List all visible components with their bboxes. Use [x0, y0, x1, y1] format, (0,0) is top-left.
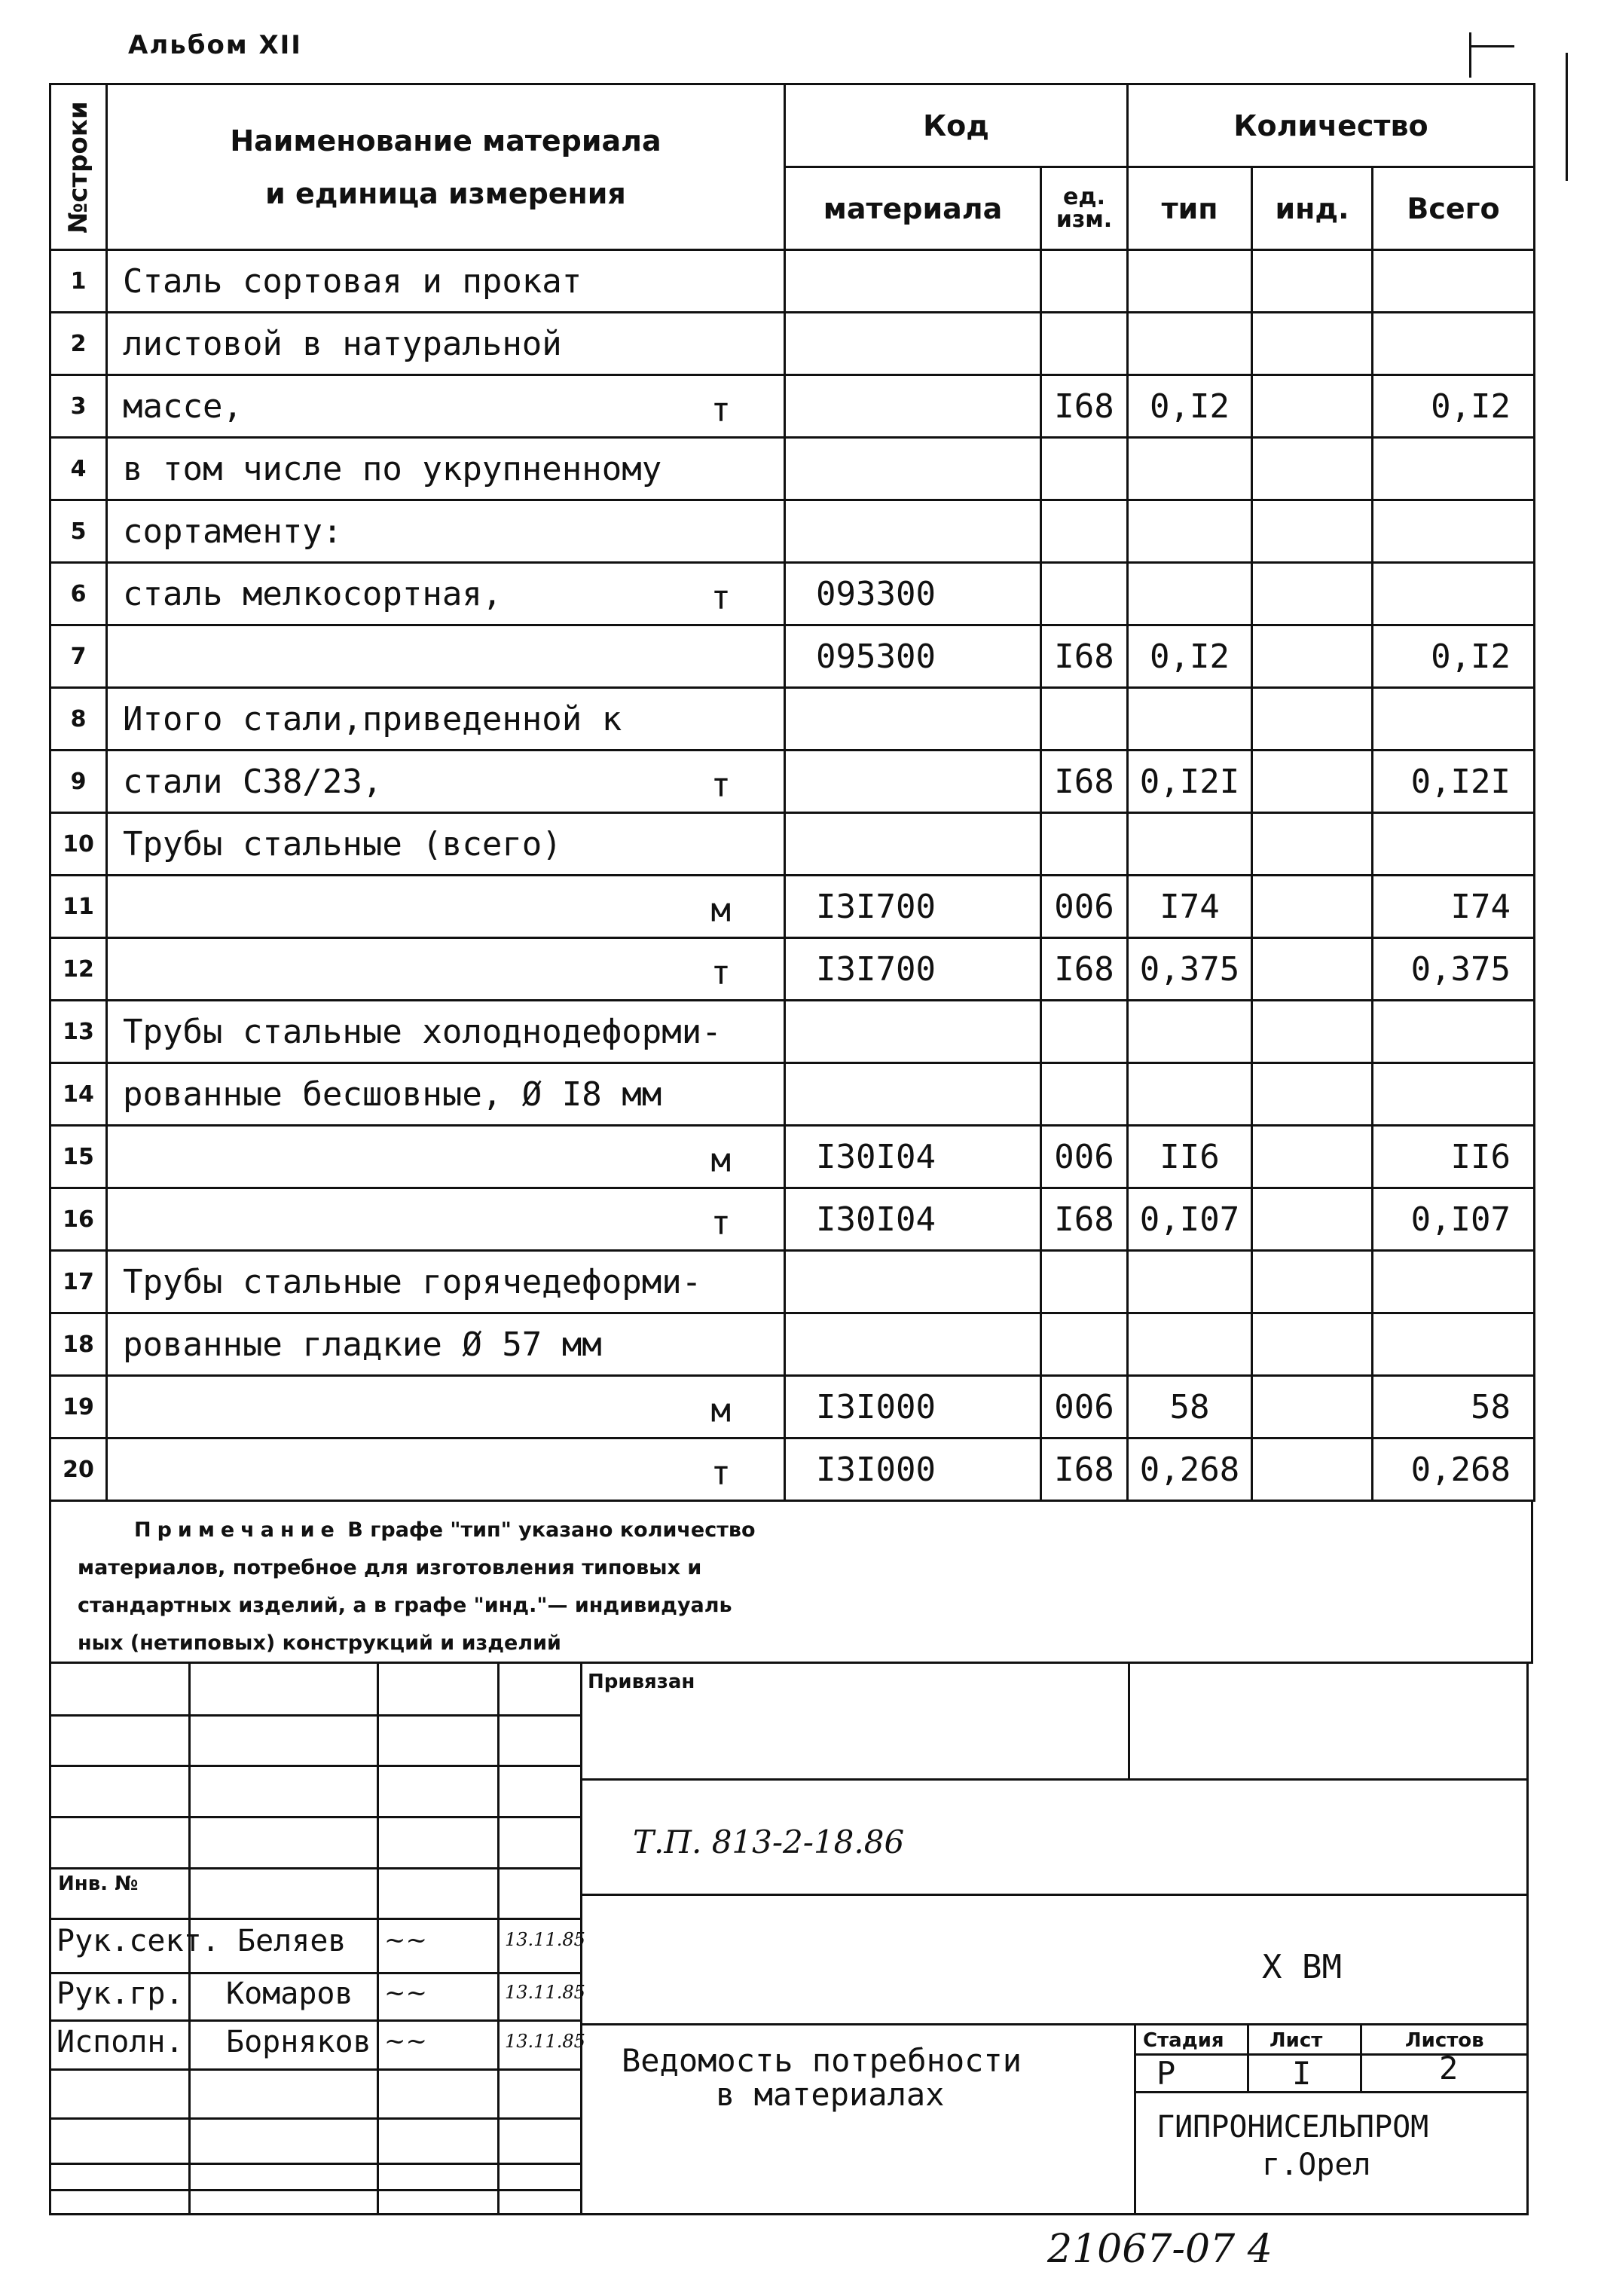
total-value — [1373, 563, 1535, 625]
row-number: 18 — [50, 1313, 107, 1376]
unit-of-measure: м — [710, 891, 731, 930]
sheets-value: 2 — [1439, 2050, 1459, 2087]
sheet-label: Лист — [1269, 2029, 1323, 2052]
note-block — [49, 1500, 1533, 1664]
note-line-1 — [134, 1512, 756, 1549]
total-value — [1373, 438, 1535, 500]
unit-code — [1041, 563, 1128, 625]
total-value — [1373, 250, 1535, 313]
material-name-header-line2: и единица измерения — [265, 176, 626, 210]
date-1: 13.11.85 — [505, 1929, 585, 1950]
ind-value — [1252, 1001, 1373, 1063]
material-code: 093300 — [785, 563, 1041, 625]
material-name-text: Трубы стальные (всего) — [123, 824, 562, 864]
total-value — [1373, 500, 1535, 563]
sheet-value: I — [1292, 2055, 1312, 2092]
name-belyaev: Беляев — [237, 1924, 347, 1958]
material-name-text: массе, — [123, 387, 243, 426]
total-header: Всего — [1373, 167, 1535, 250]
table-row — [50, 1001, 1535, 1063]
row-number: 4 — [50, 438, 107, 500]
ind-value — [1252, 813, 1373, 876]
material-name-header-line1: Наименование материала — [230, 124, 661, 157]
material-code-header: материала — [785, 167, 1041, 250]
stage-value: Р — [1156, 2055, 1176, 2092]
material-name — [107, 438, 785, 500]
date-2: 13.11.85 — [505, 1982, 585, 2003]
unit-code: I68 — [1041, 938, 1128, 1001]
material-name-text: Трубы стальные холоднодеформи- — [123, 1012, 722, 1051]
unit-code — [1041, 813, 1128, 876]
signature-1: ~~ — [384, 1925, 427, 1955]
unit-of-measure: м — [710, 1391, 731, 1430]
note-line-2: материалов, потребное для изготовления типовых и — [78, 1556, 702, 1579]
typ-value: II6 — [1128, 1126, 1252, 1188]
typ-value — [1128, 1251, 1252, 1313]
material-code — [785, 438, 1041, 500]
table-row — [50, 1438, 1535, 1501]
ind-value — [1252, 500, 1373, 563]
unit-code — [1041, 500, 1128, 563]
material-code: I30I04 — [785, 1188, 1041, 1251]
quantity-header: Количество — [1128, 84, 1535, 167]
material-name — [107, 563, 785, 625]
row-number: 2 — [50, 313, 107, 375]
row-number: 17 — [50, 1251, 107, 1313]
table-row — [50, 938, 1535, 1001]
row-number: 16 — [50, 1188, 107, 1251]
unit-of-measure: т — [710, 953, 731, 992]
row-number: 6 — [50, 563, 107, 625]
material-name — [107, 1063, 785, 1126]
table-row — [50, 500, 1535, 563]
material-name — [107, 625, 785, 688]
materials-table — [49, 83, 1535, 1502]
org-city: г.Орел — [1262, 2148, 1371, 2182]
typ-value — [1128, 813, 1252, 876]
typ-value: 0,I07 — [1128, 1188, 1252, 1251]
corner-mark — [1469, 45, 1514, 78]
unit-of-measure: т — [710, 1454, 731, 1493]
unit-code-header-line2: изм. — [1056, 206, 1113, 233]
unit-code: I68 — [1041, 1438, 1128, 1501]
row-number: 14 — [50, 1063, 107, 1126]
material-code: I3I000 — [785, 1376, 1041, 1438]
row-number: 9 — [50, 751, 107, 813]
ind-value — [1252, 313, 1373, 375]
material-name — [107, 813, 785, 876]
unit-of-measure: м — [710, 1141, 731, 1180]
material-name — [107, 938, 785, 1001]
ind-value — [1252, 1188, 1373, 1251]
typ-value: 0,I2 — [1128, 625, 1252, 688]
ind-value — [1252, 438, 1373, 500]
total-value: 0,I2 — [1373, 625, 1535, 688]
material-code — [785, 250, 1041, 313]
material-name — [107, 1438, 785, 1501]
table-row — [50, 751, 1535, 813]
material-code — [785, 500, 1041, 563]
table-body — [50, 250, 1535, 1501]
unit-of-measure: т — [710, 766, 731, 805]
row-number: 19 — [50, 1376, 107, 1438]
ind-value — [1252, 625, 1373, 688]
edge-mark — [1566, 53, 1568, 181]
unit-code — [1041, 313, 1128, 375]
doc-title-line2: в материалах — [716, 2076, 945, 2113]
typ-value — [1128, 250, 1252, 313]
ind-value — [1252, 688, 1373, 751]
unit-code: I68 — [1041, 625, 1128, 688]
material-name — [107, 876, 785, 938]
material-name — [107, 751, 785, 813]
unit-code — [1041, 250, 1128, 313]
table-row — [50, 250, 1535, 313]
material-code — [785, 313, 1041, 375]
row-number: 11 — [50, 876, 107, 938]
signature-2: ~~ — [384, 1978, 427, 2008]
unit-code: I68 — [1041, 1188, 1128, 1251]
unit-code — [1041, 1001, 1128, 1063]
typ-value: 0,I2 — [1128, 375, 1252, 438]
material-code: 095300 — [785, 625, 1041, 688]
material-name — [107, 250, 785, 313]
material-code — [785, 1251, 1041, 1313]
unit-code — [1041, 1313, 1128, 1376]
typ-value — [1128, 688, 1252, 751]
ind-value — [1252, 1063, 1373, 1126]
total-value — [1373, 1001, 1535, 1063]
sheets-label: Листов — [1405, 2029, 1484, 2052]
row-number: 3 — [50, 375, 107, 438]
total-value: 0,268 — [1373, 1438, 1535, 1501]
unit-code — [1041, 688, 1128, 751]
note-heading: Примечание — [134, 1518, 341, 1542]
ind-value — [1252, 751, 1373, 813]
material-name-text: Сталь сортовая и прокат — [123, 261, 582, 301]
row-number: 20 — [50, 1438, 107, 1501]
material-name-text: сталь мелкосортная, — [123, 574, 503, 613]
row-number: 15 — [50, 1126, 107, 1188]
material-code: I3I700 — [785, 938, 1041, 1001]
unit-code — [1041, 438, 1128, 500]
materials-table-container — [49, 83, 1533, 1502]
typ-value — [1128, 1001, 1252, 1063]
material-code: I3I700 — [785, 876, 1041, 938]
note-line-4: ных (нетиповых) конструкций и изделий — [78, 1631, 561, 1655]
doc-title-line1: Ведомость потребности — [622, 2042, 1022, 2079]
unit-code: 006 — [1041, 1126, 1128, 1188]
typ-value — [1128, 563, 1252, 625]
unit-of-measure: т — [710, 578, 731, 617]
material-name-text: в том числе по укрупненному — [123, 449, 662, 488]
ind-value — [1252, 1376, 1373, 1438]
typ-value: 58 — [1128, 1376, 1252, 1438]
table-row — [50, 1313, 1535, 1376]
role-rukgr-sect: Рук.сект. — [57, 1924, 220, 1958]
material-name-text: рованные гладкие Ø 57 мм — [123, 1325, 602, 1364]
material-name — [107, 1313, 785, 1376]
table-row — [50, 813, 1535, 876]
typ-value — [1128, 313, 1252, 375]
ind-value — [1252, 250, 1373, 313]
signature-3: ~~ — [384, 2026, 427, 2056]
ind-value — [1252, 1313, 1373, 1376]
table-row — [50, 1063, 1535, 1126]
typ-value — [1128, 500, 1252, 563]
table-row — [50, 625, 1535, 688]
row-number-header: №строки — [50, 84, 107, 250]
typ-header: тип — [1128, 167, 1252, 250]
unit-code: I68 — [1041, 751, 1128, 813]
material-name-text: стали С38/23, — [123, 762, 383, 801]
row-number: 10 — [50, 813, 107, 876]
material-name — [107, 1188, 785, 1251]
table-row — [50, 1251, 1535, 1313]
material-name-text: Трубы стальные горячедеформи- — [123, 1262, 702, 1301]
unit-code-header-line1: ед. — [1063, 183, 1105, 210]
material-name-text: сортаменту: — [123, 512, 343, 551]
stage-label: Стадия — [1143, 2029, 1224, 2052]
note-text-1: В графе "тип" указано количество — [347, 1518, 756, 1542]
unit-code — [1041, 1251, 1128, 1313]
section-code: Х ВМ — [1262, 1948, 1342, 1986]
doc-code: Т.П. 813-2-18.86 — [633, 1824, 905, 1860]
material-name — [107, 688, 785, 751]
total-value: 58 — [1373, 1376, 1535, 1438]
unit-of-measure: т — [710, 1203, 731, 1243]
material-name — [107, 375, 785, 438]
material-name-text: рованные бесшовные, Ø I8 мм — [123, 1075, 662, 1114]
typ-value — [1128, 1063, 1252, 1126]
table-row — [50, 688, 1535, 751]
table-row — [50, 1376, 1535, 1438]
unit-code-header — [1041, 167, 1128, 250]
table-row — [50, 876, 1535, 938]
material-name — [107, 1126, 785, 1188]
table-row — [50, 313, 1535, 375]
total-value: 0,I2 — [1373, 375, 1535, 438]
material-code — [785, 688, 1041, 751]
material-code — [785, 751, 1041, 813]
ind-value — [1252, 1438, 1373, 1501]
note-line-3: стандартных изделий, а в графе "инд."— индивидуаль — [78, 1594, 732, 1617]
row-number: 7 — [50, 625, 107, 688]
table-row — [50, 438, 1535, 500]
total-value: 0,I2I — [1373, 751, 1535, 813]
role-rukgr: Рук.гр. — [57, 1977, 184, 2011]
inventory-label: Инв. № — [58, 1873, 139, 1895]
material-code: I30I04 — [785, 1126, 1041, 1188]
material-code: I3I000 — [785, 1438, 1041, 1501]
date-3: 13.11.85 — [505, 2031, 585, 2052]
row-number: 12 — [50, 938, 107, 1001]
role-ispoln: Исполн. — [57, 2025, 184, 2059]
unit-code: 006 — [1041, 876, 1128, 938]
org-name: ГИПРОНИСЕЛЬПРОМ — [1156, 2110, 1429, 2145]
album-label: Альбом XII — [128, 30, 302, 60]
total-value: II6 — [1373, 1126, 1535, 1188]
total-value — [1373, 313, 1535, 375]
total-value — [1373, 1251, 1535, 1313]
ind-value — [1252, 1251, 1373, 1313]
total-value: I74 — [1373, 876, 1535, 938]
typ-value: 0,268 — [1128, 1438, 1252, 1501]
row-number: 5 — [50, 500, 107, 563]
bound-label: Привязан — [588, 1671, 695, 1693]
typ-value: I74 — [1128, 876, 1252, 938]
total-value: 0,375 — [1373, 938, 1535, 1001]
ind-value — [1252, 375, 1373, 438]
row-number: 13 — [50, 1001, 107, 1063]
row-number: 8 — [50, 688, 107, 751]
table-row — [50, 1188, 1535, 1251]
typ-value — [1128, 438, 1252, 500]
typ-value: 0,375 — [1128, 938, 1252, 1001]
name-komarov: Комаров — [226, 1977, 353, 2011]
unit-code: 006 — [1041, 1376, 1128, 1438]
archive-number: 21067-07 4 — [1047, 2227, 1273, 2272]
table-row — [50, 375, 1535, 438]
material-code — [785, 1063, 1041, 1126]
ind-value — [1252, 563, 1373, 625]
typ-value — [1128, 1313, 1252, 1376]
table-row — [50, 563, 1535, 625]
material-name-text: листовой в натуральной — [123, 324, 562, 363]
title-block — [49, 1662, 1529, 2219]
total-value — [1373, 1063, 1535, 1126]
material-name — [107, 1376, 785, 1438]
code-header: Код — [785, 84, 1128, 167]
total-value — [1373, 813, 1535, 876]
unit-code: I68 — [1041, 375, 1128, 438]
total-value — [1373, 688, 1535, 751]
material-code — [785, 375, 1041, 438]
name-bornyakov: Борняков — [226, 2025, 371, 2059]
material-code — [785, 1001, 1041, 1063]
material-name-text: Итого стали,приведенной к — [123, 699, 622, 738]
material-code — [785, 1313, 1041, 1376]
ind-value — [1252, 876, 1373, 938]
ind-value — [1252, 938, 1373, 1001]
material-name — [107, 313, 785, 375]
total-value: 0,I07 — [1373, 1188, 1535, 1251]
ind-header: инд. — [1252, 167, 1373, 250]
typ-value: 0,I2I — [1128, 751, 1252, 813]
row-number: 1 — [50, 250, 107, 313]
material-name — [107, 1251, 785, 1313]
unit-of-measure: т — [710, 390, 731, 430]
material-code — [785, 813, 1041, 876]
ind-value — [1252, 1126, 1373, 1188]
material-name — [107, 500, 785, 563]
total-value — [1373, 1313, 1535, 1376]
table-row — [50, 1126, 1535, 1188]
unit-code — [1041, 1063, 1128, 1126]
material-name-header — [107, 84, 785, 250]
material-name — [107, 1001, 785, 1063]
